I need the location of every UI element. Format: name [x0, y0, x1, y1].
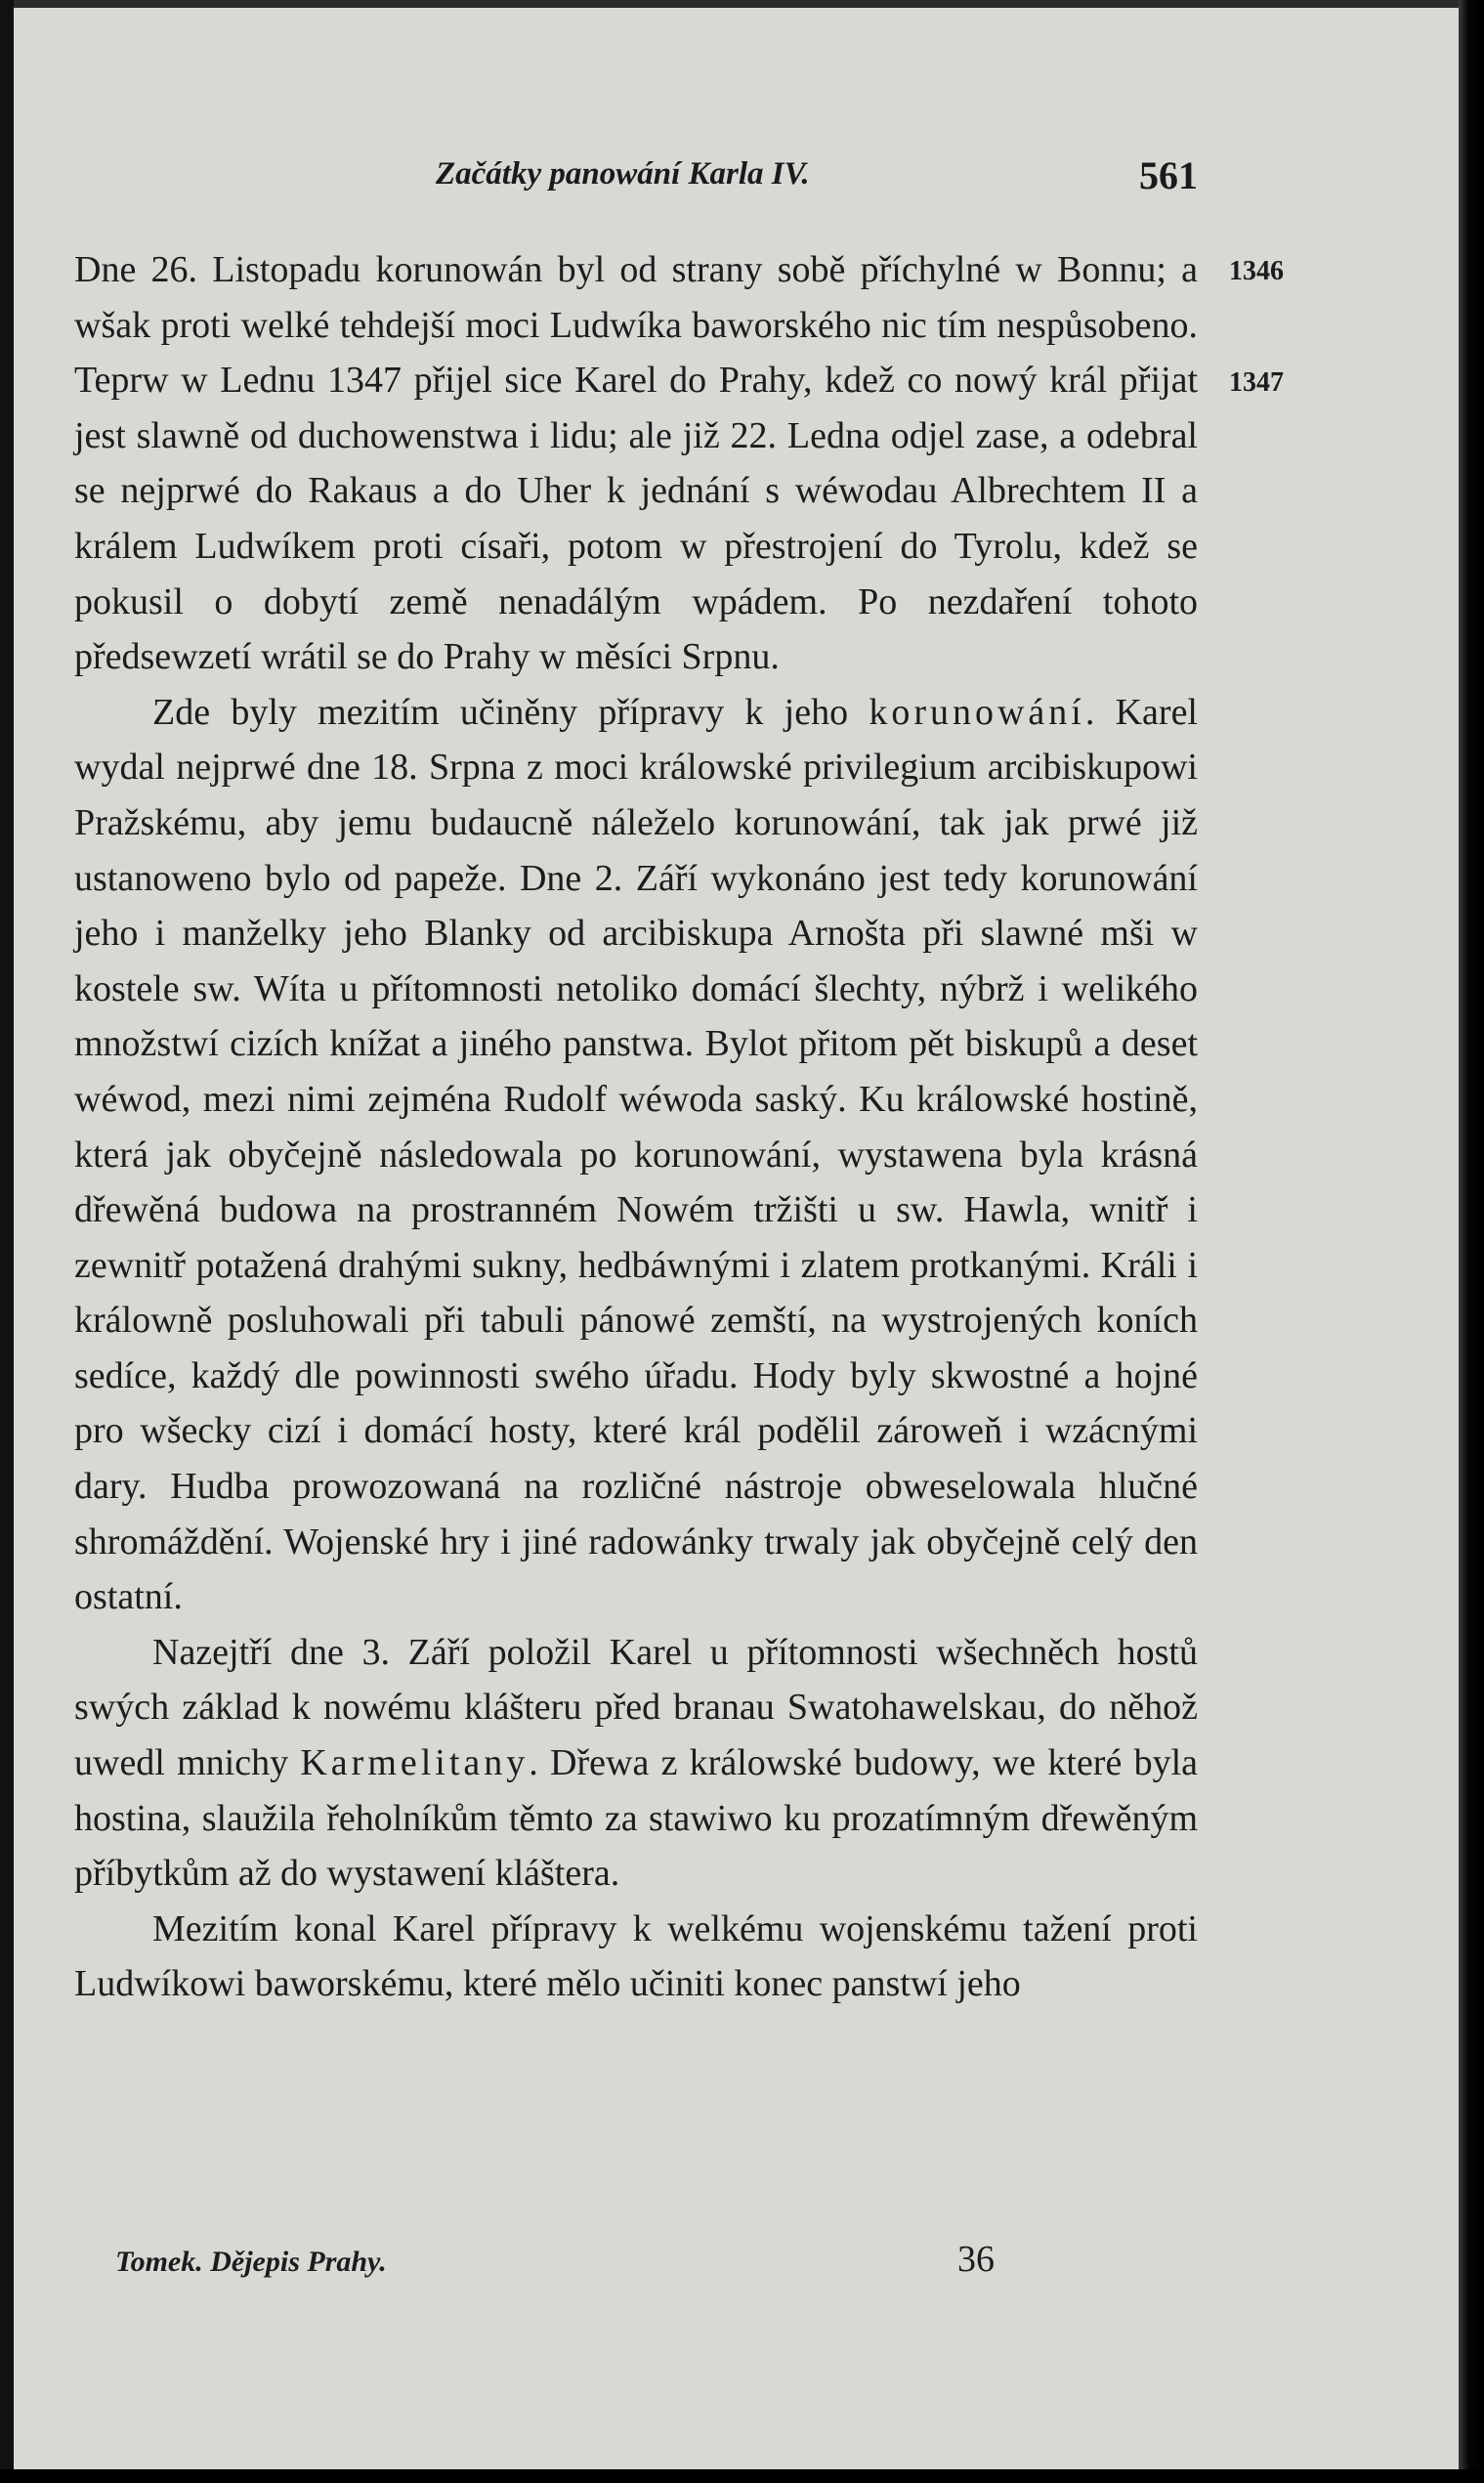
paragraph-3-emphasis: Karmelitany	[300, 1742, 530, 1784]
paragraph-3-rest: . Dřewa z králowské budowy, we které byla hostina, slaužila řeholníkům těmto za stawiwo ku prozatímným dřewěným příbytkům až do wystawení kláštera.	[74, 1742, 1198, 1895]
page-header	[74, 153, 1198, 215]
margin-year-1347: 1347	[1229, 367, 1284, 398]
running-title: Začátky panowání Karla IV.	[436, 156, 810, 192]
page-number: 561	[1139, 153, 1198, 197]
book-title: Tomek. Dějepis Prahy.	[115, 2246, 387, 2278]
scan-edge-top	[0, 0, 1484, 8]
signature-mark: 36	[957, 2239, 995, 2280]
paragraph-3-start: Nazejtří dne 3. Září položil Karel u přítomnosti wšechněch hostů swých základ k nowému klášteru před branau Swatohawelskau, do něhož uwedl mnichy	[74, 1631, 1198, 1784]
scan-edge-left	[0, 0, 14, 2483]
paragraph-4: Mezitím konal Karel přípravy k welkému wojenskému tažení proti Ludwíkowi baworskému, které mělo učiniti konec panstwí jeho	[74, 1907, 1198, 2005]
paragraph-2-start: Zde byly mezitím učiněny přípravy k jeho	[152, 691, 869, 733]
paragraph-2-emphasis: korunowání	[869, 691, 1085, 733]
paragraph-2	[74, 685, 1198, 1625]
body-text	[74, 242, 1198, 2012]
margin-year-1346: 1346	[1229, 256, 1284, 286]
scan-edge-bottom	[0, 2469, 1484, 2483]
paragraph-3	[74, 1625, 1198, 1902]
paragraph-1: Dne 26. Listopadu korunowán byl od strany sobě příchylné w Bonnu; a wšak proti welké tehdejší moci Ludwíka baworského nic tím nespůsobeno. Teprw w Lednu 1347 přijel sice Karel do Prahy, kdež co nowý král přijat jest slawně od duchowenstwa i lidu; ale již 22. Ledna odjel zase, a odebral se nejprwé do Rakaus a do Uher k jednání s wéwodau Albrechtem II a králem Ludwíkem proti císaři, potom w přestrojení do Tyrolu, kdež se pokusil o dobytí země nenadálým wpádem. Po nezdaření tohoto předsewzetí wrátil se do Prahy w měsíci Srpnu.	[74, 249, 1198, 678]
paragraph-2-rest: . Karel wydal nejprwé dne 18. Srpna z moci králowské privilegium arcibiskupowi Pražskému, aby jemu budaucně náleželo korunowání, tak jak prwé již ustanoweno bylo od papeže. Dne 2. Září wykonáno jest tedy korunowání jeho i manželky jeho Blanky od arcibiskupa Arnošta při slawné mši w kostele sw. Wíta u přítomnosti netoliko domácí šlechty, nýbrž i welikého množstwí cizích knížat a jiného panstwa. Bylot přitom pět biskupů a deset wéwod, mezi nimi zejména Rudolf wéwoda saský. Ku králowské hostině, která jak obyčejně následowala po korunowání, wystawena byla krásná dřewěná budowa na prostranném Nowém tržišti u sw. Hawla, wnitř i zewnitř potažená drahými sukny, hedbáwnými i zlatem protkanými. Králi i králowně posluhowali při tabuli pánowé zemští, na wystrojených koních sedíce, každý dle powinnosti swého úřadu. Hody byly skwostné a hojné pro wšecky cizí i domácí hosty, které král podělil zároweň i wzácnými dary. Hudba prowozowaná na rozličné nástroje obweselowala hlučné shromáždění. Wojenské hry i jiné radowánky trwaly jak obyčejně celý den ostatní.	[74, 691, 1198, 1618]
page-footer	[115, 2238, 1092, 2287]
scan-edge-right	[1459, 0, 1484, 2483]
